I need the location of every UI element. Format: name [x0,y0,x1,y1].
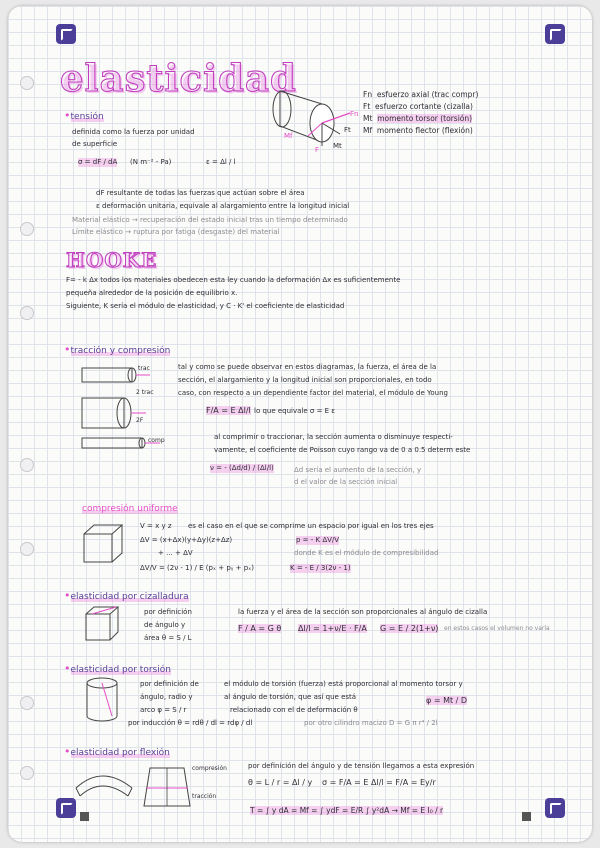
traccion-p6: vamente, el coeficiente de Poisson cuyo rango va de 0 a 0.5 determ este [214,446,471,454]
traccion-young-formula: F/A = E Δl/l [206,406,251,415]
traccion-p1: tal y como se puede observar en estos diagramas, la fuerza, el área de la [178,363,437,371]
cizalladura-c1: por definición [144,608,192,616]
legend-fn: Fn esfuerzo axial (trac compr) [363,90,479,99]
section-heading-torsion: •elasticidad por torsión [64,662,171,675]
traccion-p3: caso, con respecto a un dependiente factor del material, el módulo de Young [178,389,448,397]
traccion-p8: d el valor de la sección inicial [294,478,398,486]
tension-sigma-formula: σ = dF / dA [78,158,118,166]
cizalladura-c4: la fuerza y el área de la sección son proporcionales al ángulo de cizalla [238,608,488,616]
hooke-title: HOOKE [66,248,158,272]
label-2f: 2F [136,417,144,424]
binder-hole [20,542,34,556]
label-trac: trac [138,365,150,372]
section-heading-traccion: •tracción y compresión [64,343,171,356]
traccion-poisson-formula: ν = - (Δd/d) / (Δl/l) [210,464,274,472]
torsion-t7: por inducción θ = rdθ / dl = rdφ / dl [128,719,253,727]
tension-def-line2: de superficie [72,140,118,148]
torsion-t8: por otro cilindro macizo D = G π r⁴ / 2l [304,719,438,727]
binder-hole [20,306,34,320]
cizalladura-f4: en estos casos el volumen no varía [444,625,550,632]
forces-diagram [270,76,360,156]
notebook-page [8,6,592,842]
binder-hole [20,222,34,236]
label-comp: comp [148,437,165,444]
diagram-label-mt: Mt [333,142,342,150]
binder-hole [20,766,34,780]
cizalladura-diagram [80,604,130,646]
binder-hole [20,458,34,472]
legend-mf: Mf momento flector (flexión) [363,126,473,135]
compresion-l3: ΔV = (x+Δx)(y+Δy)(z+Δz) [140,536,233,544]
label-2trac: 2 trac [136,389,154,396]
section-heading-flexion: •elasticidad por flexión [64,745,170,758]
cizalladura-c3: área θ = S / L [144,634,192,642]
flexion-label-compresion: compresión [192,765,227,772]
diagram-label-mf: Mf [284,132,293,140]
flexion-e2: σ = F/A = E Δl/l = F/A = Ey/r [322,778,436,787]
tension-units: (N m⁻² - Pa) [130,158,172,166]
section-heading-cizalladura: •elasticidad por cizalladura [64,589,189,602]
compresion-l6: donde K es el módulo de compresibilidad [294,549,439,557]
corner-mark-bottom-right [545,798,565,818]
diagram-label-fn: Fn [350,110,359,118]
flexion-e3: T = ∫ y dA = Mf = ∫ ydF = E/R ∫ y²dA → Mf = E I₀ / r [250,806,444,815]
torsion-t4: el módulo de torsión (fuerza) está proporcional al momento torsor y [224,680,463,688]
hooke-line2: pequeña alrededor de la posición de equilibrio x. [66,289,238,297]
corner-mark-top-right [545,24,565,44]
cizalladura-f2: Δl/l = 1+ν/E · F/A [298,624,367,633]
torsion-t1: por definición de [140,680,199,688]
torsion-eq: φ = Mt / D [426,696,468,705]
torsion-t3: arco φ = S / r [140,706,187,714]
compresion-l7: ΔV/V = (2ν - 1) / E (pₓ + pᵧ + pₓ) [140,564,254,572]
binder-hole [20,696,34,710]
compresion-l4: p = - K ΔV/V [296,536,340,544]
corner-mark-top-left [56,24,76,44]
hooke-line3: Siguiente, K sería el módulo de elasticidad, y C · K' el coeficiente de elasticidad [66,302,345,310]
torsion-t5: al ángulo de torsión, que así que está [224,693,357,701]
traccion-p7: Δd sería el aumento de la sección, y [294,466,422,474]
cizalladura-f3: G = E / 2(1+ν) [380,624,439,633]
flexion-diagram [72,758,212,814]
tension-elastic-material: Material elástico → recuperación del estado inicial tras un tiempo determinado [72,216,348,224]
torsion-diagram [82,676,126,724]
diagram-label-ft: Ft [344,126,351,134]
tension-epsilon-formula: ε = Δl / l [206,158,236,166]
section-heading-tension: •tensión [64,109,104,122]
legend-mt: Mt momento torsor (torsión) [363,114,473,123]
page-title: elasticidad [60,56,297,100]
legend-ft: Ft esfuerzo cortante (cizalla) [363,102,473,111]
flexion-label-traccion: tracción [192,793,217,800]
traccion-p4: lo que equivale σ = E ε [254,407,336,415]
torsion-t6: relacionado con el de deformación θ [230,706,358,714]
tension-df-desc: dF resultante de todas las fuerzas que actúan sobre el área [96,189,305,197]
compresion-cube [80,522,130,566]
compresion-l8: K = - E / 3(2ν - 1) [290,564,351,572]
binder-hole [20,76,34,90]
tension-epsilon-desc: ε deformación unitaria, equivale al alargamiento entre la longitud inicial [96,202,350,210]
tension-def-line1: definida como la fuerza por unidad [72,128,195,136]
compresion-l5: + ... + ΔV [158,549,193,557]
compresion-l1: V = x y z [140,522,172,530]
compresion-l2: es el caso en el que se comprime un espacio por igual en los tres ejes [188,522,434,530]
cizalladura-c2: de ángulo y [144,621,186,629]
torsion-t2: ángulo, radio y [140,693,193,701]
cizalladura-f1: F / A = G θ [238,624,282,633]
traccion-p2: sección, el alargamiento y la longitud inicial son proporcionales, en todo [178,376,432,384]
diagram-label-f: F [315,146,320,154]
traccion-p5: al comprimir o traccionar, la sección aumenta o disminuye respecti- [214,433,453,441]
hooke-line1: F= - k Δx todos los materiales obedecen esta ley cuando la deformación Δx es suficientemente [66,276,401,284]
tension-elastic-limit: Límite elástico → ruptura por fatiga (desgaste) del material [72,228,280,236]
square-mark-right [522,812,531,821]
section-heading-compresion: compresión uniforme [82,504,178,514]
flexion-x1: por definición del ángulo y de tensión llegamos a esta expresión [248,762,475,770]
flexion-e1: θ = L / r = Δl / y [248,778,313,787]
